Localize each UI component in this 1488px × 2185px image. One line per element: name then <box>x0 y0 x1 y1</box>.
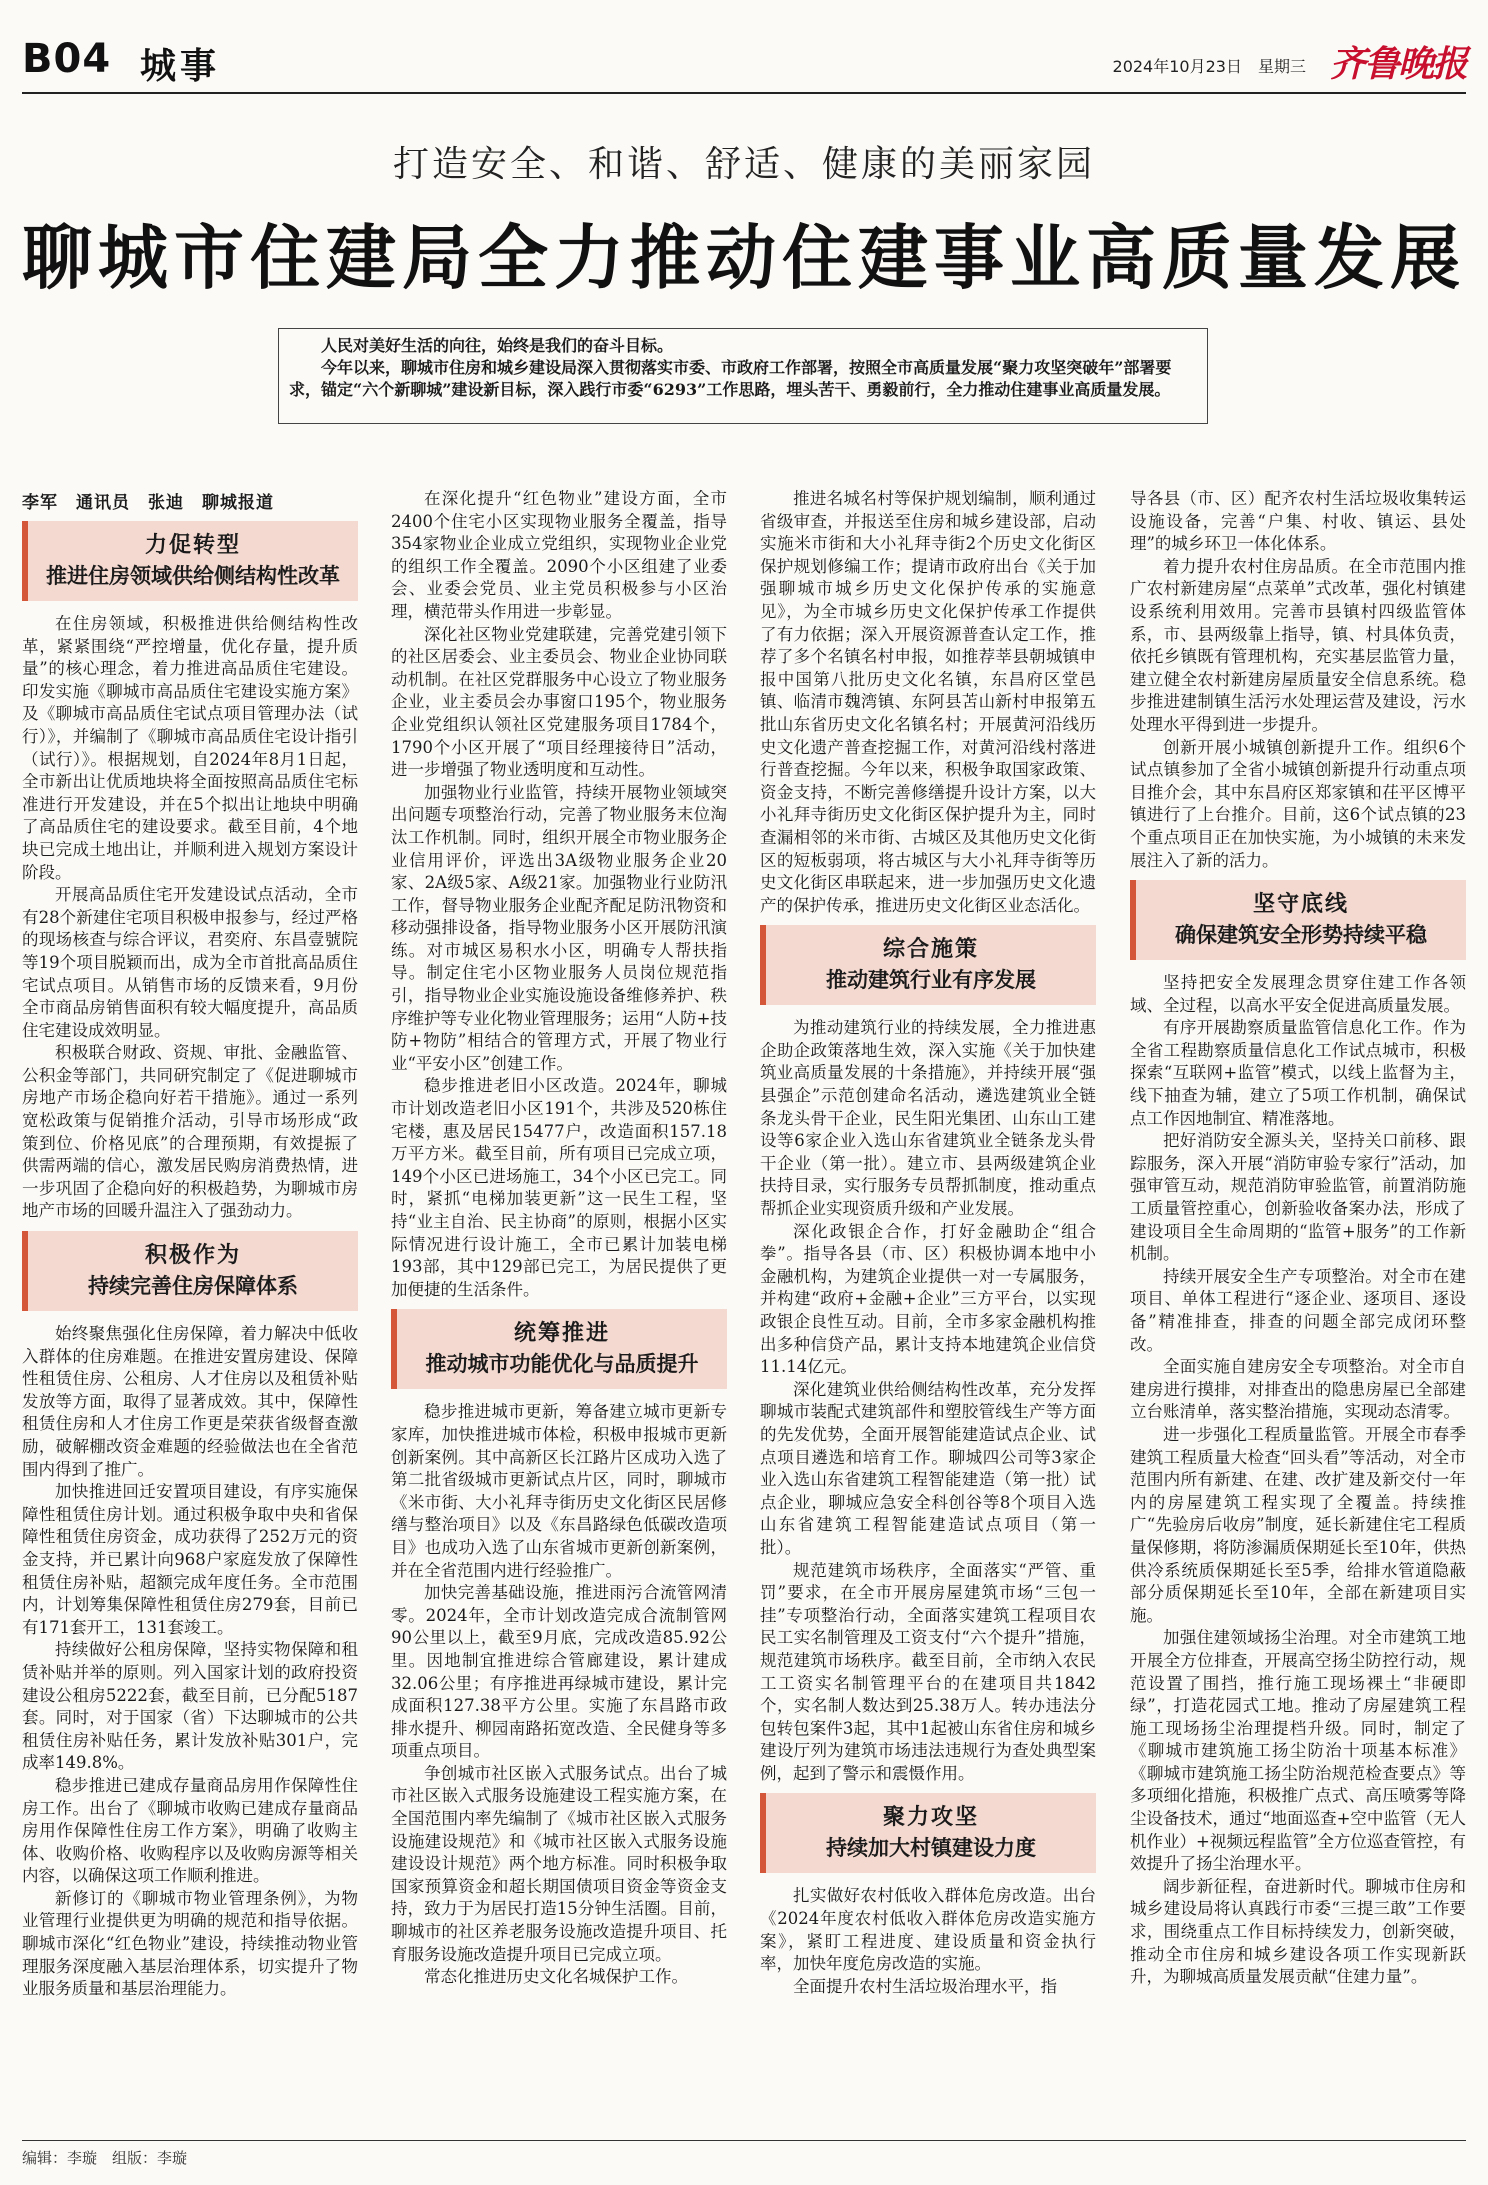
paragraph: 加快推进回迁安置项目建设，有序实施保障性租赁住房计划。通过积极争取中央和省保障性租赁住房资金，成功获得了252万元的资金支持，并已累计向968户家庭发放了保障性租赁住房补贴，超额完成年度任务。全市范围内，计划筹集保障性租赁住房279套，目前已有171套开工，131套竣工。 <box>22 1482 358 1637</box>
subhead <box>760 1793 1096 1873</box>
subhead-title: 统筹推进 <box>513 1320 610 1347</box>
column-3 <box>760 488 1096 2118</box>
paragraph: 进一步强化工程质量监管。开展全市春季建筑工程质量大检查“回头看”等活动，对全市范围内所有新建、在建、改扩建及新交付一年内的房屋建筑工程实现了全覆盖。持续推广“先验房后收房”制度，延长新建住宅工程质量保修期，将防渗漏质保期延长至10年，供热供冷系统质保期延长至5季，给排水管道隐蔽部分质保期延长至10年，全部在新建项目实施。 <box>1130 1424 1466 1625</box>
paragraph: 创新开展小城镇创新提升工作。组织6个试点镇参加了全省小城镇创新提升行动重点项目推介会，其中东昌府区郑家镇和茌平区博平镇进行了上台推介。目前，这6个试点镇的23个重点项目正在加快实施，为小城镇的未来发展注入了新的活力。 <box>1130 737 1466 870</box>
paragraph: 新修订的《聊城市物业管理条例》，为物业管理行业提供更为明确的规范和指导依据。聊城市深化“红色物业”建设，持续推动物业管理服务深度融入基层治理体系，切实提升了物业服务质量和基层治理能力。 <box>22 1888 358 1999</box>
subhead-title: 坚守底线 <box>1252 891 1349 918</box>
paragraph: 稳步推进已建成存量商品房用作保障性住房工作。出台了《聊城市收购已建成存量商品房用作保障性住房工作方案》，明确了收购主体、收购价格、收购程序以及收购房源等相关内容，以确保这项工作顺利推进。 <box>22 1775 358 1886</box>
subhead <box>391 1309 727 1389</box>
subhead-subtitle: 确保建筑安全形势持续平稳 <box>1175 922 1427 948</box>
paragraph: 争创城市社区嵌入式服务试点。出台了城市社区嵌入式服务设施建设工程实施方案，在全国范围内率先编制了《城市社区嵌入式服务设施建设规范》和《城市社区嵌入式服务设施建设设计规范》两个地方标准。同时积极争取国家预算资金和超长期国债项目资金等资金支持，致力于为居民打造15分钟生活圈。目前，聊城市的社区养老服务设施改造提升项目、托育服务设施改造提升项目已完成立项。 <box>391 1763 727 1964</box>
paragraph: 在深化提升“红色物业”建设方面，全市2400个住宅小区实现物业服务全覆盖，指导354家物业企业成立党组织，实现物业企业党的组织工作全覆盖。2090个小区组建了业委会、业委会党员、业主党员积极参与小区治理，横范带头作用进一步彰显。 <box>391 489 727 621</box>
paragraph: 坚持把安全发展理念贯穿住建工作各领域、全过程，以高水平安全促进高质量发展。 <box>1130 973 1466 1015</box>
paragraph: 阔步新征程，奋进新时代。聊城市住房和城乡建设局将认真践行市委“三提三敢”工作要求，围绕重点工作目标持续发力，创新突破，推动全市住房和城乡建设各项工作实现新跃升，为聊城高质量发展贡献“住建力量”。 <box>1130 1876 1466 1987</box>
paragraph: 把好消防安全源头关，坚持关口前移、跟踪服务，深入开展“消防审验专家行”活动，加强审管互动，规范消防审验监管，前置消防施工质量管控重心，创新验收备案办法，形成了建设项目全生命周期的“监管+服务”的工作新机制。 <box>1130 1131 1466 1264</box>
subhead-subtitle: 推动城市功能优化与品质提升 <box>425 1351 699 1377</box>
intro-line: 人民对美好生活的向往，始终是我们的奋斗目标。 <box>321 336 674 355</box>
paper-logo: 齐鲁晚报 <box>1329 43 1466 85</box>
subhead-title: 力促转型 <box>144 532 241 558</box>
intro-box <box>278 328 1208 424</box>
paragraph: 深化建筑业供给侧结构性改革，充分发挥聊城市装配式建筑部件和塑胶管线生产等方面的先发优势，全面开展智能建造试点企业、试点项目遴选和培育工作。聊城四公司等3家企业入选山东省建筑工程智能建造（第一批）试点企业，聊城应急安全科创谷等8个项目入选山东省建筑工程智能建造试点项目（第一批）。 <box>760 1379 1096 1557</box>
paragraph: 扎实做好农村低收入群体危房改造。出台《2024年度农村低收入群体危房改造实施方案》，紧盯工程进度、建设质量和资金执行率，加快年度危房改造的实施。 <box>760 1886 1096 1974</box>
article-kicker: 打造安全、和谐、舒适、健康的美丽家园 <box>392 144 1095 185</box>
paragraph: 在住房领域，积极推进供给侧结构性改革，紧紧围绕“严控增量，优化存量，提升质量”的核心理念，着力推进高品质住宅建设。印发实施《聊城市高品质住宅建设实施方案》及《聊城市高品质住宅试点项目管理办法（试行）》，并编制了《聊城市高品质住宅设计指引（试行）》。根据规划，自2024年8月1日起，全市新出让优质地块将全面按照高品质住宅标准进行开发建设，并在5个拟出让地块中明确了高品质住宅的建设要求。截至目前，4个地块已完成土地出让，并顺利进入规划方案设计阶段。 <box>22 614 358 882</box>
paragraph: 加强物业行业监管，持续开展物业领域突出问题专项整治行动，完善了物业服务末位淘汰工作机制。同时，组织开展全市物业服务企业信用评价，评选出3A级物业服务企业20家、2A级5家、A级21家。加强物业行业防汛工作，督导物业服务企业配齐配足防汛物资和移动强排设备，指导物业服务小区开展防汛演练。对市城区易积水小区，明确专人帮扶指导。制定住宅小区物业服务人员岗位规范指引，指导物业企业实施设施设备维修养护、秩序维护等专业化物业管理服务；运用“人防+技防+物防”相结合的管理方式，开展了物业行业“平安小区”创建工作。 <box>391 782 727 1073</box>
paragraph: 加强住建领域扬尘治理。对全市建筑工地开展全方位排查，开展高空扬尘防控行动，规范设置了围挡，推行施工现场裸土“非硬即绿”，打造花园式工地。推动了房屋建筑工程施工现场扬尘治理提档升级。同时，制定了《聊城市建筑施工扬尘防治十项基本标准》《聊城市建筑施工扬尘防治规范检查要点》等多项细化措施，积极推广点式、高压喷雾等降尘设备技术，通过“地面巡查+空中监管（无人机作业）+视频远程监管”全方位巡查管控，有效提升了扬尘治理水平。 <box>1130 1628 1466 1874</box>
paragraph: 导各县（市、区）配齐农村生活垃圾收集转运设施设备，完善“户集、村收、镇运、县处理”的城乡环卫一体化体系。 <box>1130 489 1466 554</box>
page-number: B04 <box>22 36 112 82</box>
paragraph: 稳步推进老旧小区改造。2024年，聊城市计划改造老旧小区191个，共涉及520栋住宅楼，惠及居民15477户，改造面积157.18万平方米。截至目前，所有项目已完成立项，149个小区已进场施工，34个小区已完工。同时，紧抓“电梯加装更新”这一民生工程，坚持“业主自治、民主协商”的原则，根据小区实际情况进行设计施工，全市已累计加装电梯193部，其中129部已完工，为居民提供了更加便捷的生活条件。 <box>391 1076 727 1299</box>
subhead <box>22 1231 358 1311</box>
paragraph: 为推动建筑行业的持续发展，全力推进惠企助企政策落地生效，深入实施《关于加快建筑业高质量发展的十条措施》，并持续开展“强县强企”示范创建命名活动，遴选建筑业全链条龙头骨干企业，民生阳光集团、山东山工建设等6家企业入选山东省建筑业全链条龙头骨干企业（第一批）。建立市、县两级建筑企业扶持目录，实行服务专员帮抓制度，推动重点帮抓企业实现资质升级和产业发展。 <box>760 1018 1096 1219</box>
issue-date: 2024年10月23日 <box>1112 57 1242 76</box>
paragraph: 持续做好公租房保障，坚持实物保障和租赁补贴并举的原则。列入国家计划的政府投资建设公租房5222套，截至目前，已分配5187套。同时，对于国家（省）下达聊城市的公共租赁住房补贴任务，累计发放补贴301户，完成率149.8%。 <box>22 1640 358 1773</box>
issue-weekday: 星期三 <box>1257 57 1306 76</box>
date-info <box>1113 54 1306 77</box>
subhead <box>22 521 358 601</box>
paragraph: 持续开展安全生产专项整治。对全市在建项目、单体工程进行“逐企业、逐项目、逐设备”精准排查，排查的问题全部完成闭环整改。 <box>1130 1266 1466 1354</box>
subhead-subtitle: 持续完善住房保障体系 <box>88 1273 298 1299</box>
paragraph: 开展高品质住宅开发建设试点活动，全市有28个新建住宅项目积极申报参与，经过严格的现场核查与综合评议，君奕府、东昌壹號院等19个项目脱颖而出，成为全市首批高品质住宅试点项目。从销售市场的反馈来看，9月份全市商品房销售面积有较大幅度提升，高品质住宅建设成效明显。 <box>22 885 358 1040</box>
byline: 李军 通讯员 张迪 聊城报道 <box>22 493 274 513</box>
intro-line: 今年以来，聊城市住房和城乡建设局深入贯彻落实市委、市政府工作部署，按照全市高质量发展“聚力攻坚突破年”部署要求，锚定“六个新聊城”建设新目标，深入践行市委“6293”工作思路，埋头苦干、勇毅前行，全力推动住建事业高质量发展。 <box>289 358 1172 399</box>
subhead-title: 综合施策 <box>882 936 979 963</box>
column-2 <box>391 488 727 2118</box>
section-name: 城事 <box>140 45 221 87</box>
subhead-subtitle: 持续加大村镇建设力度 <box>826 1835 1036 1861</box>
subhead-title: 积极作为 <box>144 1242 241 1269</box>
paragraph: 始终聚焦强化住房保障，着力解决中低收入群体的住房难题。在推进安置房建设、保障性租赁住房、公租房、人才住房以及租赁补贴发放等方面，取得了显著成效。其中，保障性租赁住房和人才住房工作更是荣获省级督查激励，破解棚改资金难题的经验做法也在全省范围内得到了推广。 <box>22 1324 358 1479</box>
column-1 <box>22 488 358 2118</box>
paragraph: 规范建筑市场秩序，全面落实“严管、重罚”要求，在全市开展房屋建筑市场“三包一挂”专项整治行动，全面落实建筑工程项目农民工实名制管理及工资支付“六个提升”措施，规范建筑市场秩序。截至目前，全市纳入农民工工资实名制管理平台的在建项目共1842个，实名制人数达到25.38万人。转办违法分包转包案件3起，其中1起被山东省住房和城乡建设厅列为建筑市场违法违规行为查处典型案例，起到了警示和震慑作用。 <box>760 1560 1096 1783</box>
subhead <box>760 925 1096 1005</box>
subhead <box>1130 880 1466 960</box>
paragraph: 加快完善基础设施，推进雨污合流管网清零。2024年，全市计划改造完成合流制管网90公里以上，截至9月底，完成改造85.92公里。因地制宜推进综合管廊建设，累计建成32.06公里；有序推进再绿城市建设，累计完成面积127.38平方公里。实施了东昌路市政排水提升、柳园南路拓宽改造、全民健身等多项重点项目。 <box>391 1583 727 1761</box>
paragraph: 稳步推进城市更新，筹备建立城市更新专家库，加快推进城市体检，积极申报城市更新创新案例。其中高新区长江路片区成功入选了第二批省级城市更新试点片区，同时，聊城市《米市街、大小礼拜寺街历史文化街区民居修缮与整治项目》以及《东昌路绿色低碳改造项目》也成功入选了山东省城市更新创新案例，并在全省范围内进行经验推广。 <box>391 1402 727 1580</box>
paragraph: 深化社区物业党建联建，完善党建引领下的社区居委会、业主委员会、物业企业协同联动机制。在社区党群服务中心设立了物业服务企业，业主委员会办事窗口195个，物业服务企业党组织认领社区党建服务项目1784个，1790个小区开展了“项目经理接待日”活动，进一步增强了物业透明度和互动性。 <box>391 624 727 780</box>
page-footer: 编辑：李璇 组版：李璇 <box>22 2140 1466 2168</box>
paragraph: 全面实施自建房安全专项整治。对全市自建房进行摸排，对排查出的隐患房屋已全部建立台账清单，落实整治措施，实现动态清零。 <box>1130 1357 1466 1422</box>
column-4 <box>1130 488 1466 2118</box>
article-headline: 聊城市住建局全力推动住建事业高质量发展 <box>22 216 1466 299</box>
paragraph: 着力提升农村住房品质。在全市范围内推广农村新建房屋“点菜单”式改革，强化村镇建设系统利用效用。完善市县镇村四级监管体系，市、县两级靠上指导，镇、村具体负责，依托乡镇既有管理机构，充实基层监管力量，建立健全农村新建房屋质量安全信息系统。稳步推进建制镇生活污水处理运营及建设，污水处理水平得到进一步提升。 <box>1130 556 1466 734</box>
subhead-title: 聚力攻坚 <box>882 1804 979 1831</box>
article-columns <box>22 488 1466 2118</box>
paragraph: 推进名城名村等保护规划编制，顺利通过省级审查，并报送至住房和城乡建设部，启动实施米市街和大小礼拜寺街2个历史文化街区保护规划修编工作；提请市政府出台《关于加强聊城市城乡历史文化保护传承的实施意见》，为全市城乡历史文化保护传承工作提供了有力依据；深入开展资源普查认定工作，推荐了多个名镇名村申报，如推荐莘县朝城镇申报中国第八批历史文化名镇，东昌府区堂邑镇、临清市魏湾镇、东阿县苫山新村申报第五批山东省历史文化名镇名村；开展黄河沿线历史文化遗产普查挖掘工作，对黄河沿线村落进行普查挖掘。今年以来，积极争取国家政策、资金支持，不断完善修缮提升设计方案，以大小礼拜寺街历史文化街区保护提升为主，同时查漏相邻的米市街、古城区及其他历史文化街区的短板弱项，将古城区与大小礼拜寺街等历史文化街区串联起来，进一步加强历史文化遗产的保护传承，推进历史文化街区业态活化。 <box>760 489 1096 915</box>
masthead <box>22 28 1466 94</box>
paragraph: 积极联合财政、资规、审批、金融监管、公积金等部门，共同研究制定了《促进聊城市房地产市场企稳向好若干措施》。通过一系列宽松政策与促销推介活动，引导市场形成“政策到位、价格见底”的合理预期，有效提振了供需两端的信心，激发居民购房消费热情，进一步巩固了企稳向好的积极趋势，为聊城市房地产市场的回暖升温注入了强劲动力。 <box>22 1043 358 1221</box>
paragraph: 深化政银企合作，打好金融助企“组合拳”。指导各县（市、区）积极协调本地中小金融机构，为建筑企业提供一对一专属服务，并构建“政府+金融+企业”三方平台，以实现政银企良性互动。目前，全市多家金融机构推出多种信贷产品，累计支持本地建筑企业信贷11.14亿元。 <box>760 1221 1096 1377</box>
subhead-subtitle: 推动建筑行业有序发展 <box>826 967 1036 993</box>
paragraph: 全面提升农村生活垃圾治理水平，指 <box>793 1976 1057 1996</box>
paragraph: 有序开展勘察质量监管信息化工作。作为全省工程勘察质量信息化工作试点城市，积极探索“互联网+监管”模式，以线上监督为主，线下抽查为辅，建立了5项工作机制，确保试点工作因地制宜、精准落地。 <box>1130 1018 1466 1128</box>
paragraph: 常态化推进历史文化名城保护工作。 <box>424 1967 688 1987</box>
subhead-subtitle: 推进住房领域供给侧结构性改革 <box>46 563 340 588</box>
